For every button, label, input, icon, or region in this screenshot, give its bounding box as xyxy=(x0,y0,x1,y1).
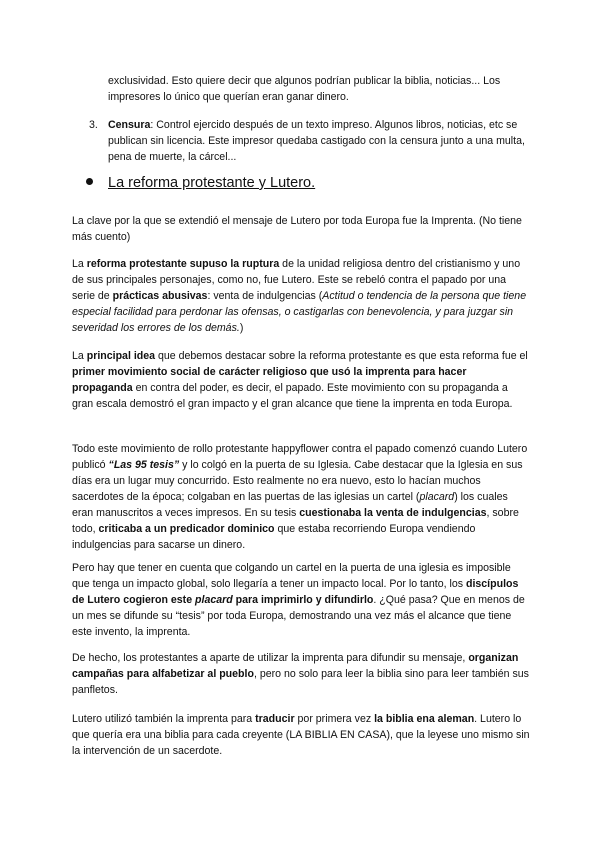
bullet-icon xyxy=(86,178,93,185)
text-run: . Lutero lo que quería era una biblia para cada creyente (LA BIBLIA EN CASA), que la leyese uno mismo sin la intervención de un sacerdote. xyxy=(72,713,530,757)
text-run: por primera vez xyxy=(294,713,375,725)
bold-italic-run: “Las 95 tesis” xyxy=(108,459,180,471)
text-run: exclusividad. Esto quiere decir que algunos podrían publicar la biblia, noticias... Los impresores lo único que querían eran ganar dinero. xyxy=(108,75,501,103)
text-run: y lo colgó en la puerta de su Iglesia. Cabe destacar que la Iglesia en sus días era un lugar muy concurrido. Esto realmente no era nuevo, esto lo hacían muchos sacerdotes de la época; colgaban en las puertas de las iglesias un cartel ( xyxy=(72,459,523,503)
paragraph-1 xyxy=(72,213,530,245)
italic-run: placard xyxy=(419,491,455,503)
text-run: , sobre todo, xyxy=(72,507,519,535)
bold-run: cuestionaba la venta de indulgencias xyxy=(299,507,487,519)
bold-run: principal idea xyxy=(86,350,156,362)
italic-run: Actitud o tendencia de la persona que tiene especial facilidad para perdonar las ofensas, o castigarlas con benevolencia, y para juzgar sin severidad los errores de los demás. xyxy=(72,290,527,334)
section-heading: La reforma protestante y Lutero. xyxy=(108,175,316,191)
text-run: de la unidad religiosa dentro del cristianismo y uno de sus principales personajes, como no, fue Lutero. Este se rebeló contra el papado por una serie de xyxy=(72,258,521,302)
list-number-3: 3. xyxy=(89,119,98,131)
bold-run: para imprimirlo y difundirlo xyxy=(232,594,374,606)
paragraph-5 xyxy=(72,560,530,640)
paragraph-3 xyxy=(72,348,530,412)
text-run: : venta de indulgencias ( xyxy=(207,290,323,302)
text-run: La xyxy=(72,350,87,362)
text-run: Pero hay que tener en cuenta que colgando un cartel en la puerta de una iglesia es imposible que tenga un impacto global, solo llegaría a tener un impacto local. Por lo tanto, los xyxy=(72,562,511,590)
bold-run: discípulos de Lutero cogieron este xyxy=(72,578,519,606)
text-run: De hecho, los protestantes a aparte de utilizar la imprenta para difundir su mensaje, xyxy=(72,652,469,664)
bold-run: traducir xyxy=(255,713,295,725)
paragraph-4 xyxy=(72,441,530,553)
bold-run: primer movimiento social de carácter religioso que usó la imprenta para hacer propaganda xyxy=(72,366,467,394)
bold-run: reforma protestante supuso la ruptura xyxy=(86,258,280,270)
text-run: que debemos destacar sobre la reforma protestante es que esta reforma fue el xyxy=(155,350,528,362)
text-run: La xyxy=(72,258,87,270)
list-item-2-continuation xyxy=(108,73,530,105)
bold-run: prácticas abusivas xyxy=(112,290,208,302)
bold-run: organizan campañas para alfabetizar al pueblo xyxy=(72,652,519,680)
paragraph-2 xyxy=(72,256,530,336)
bold-italic-run: placard xyxy=(195,594,233,606)
text-run: ) xyxy=(239,322,244,334)
bold-run: la biblia ena aleman xyxy=(374,713,475,725)
text-run: ) los cuales eran manuscritos a veces impresos. En su tesis xyxy=(72,491,508,519)
list-item-3 xyxy=(108,117,530,165)
text-run: La clave por la que se extendió el mensaje de Lutero por toda Europa fue la Imprenta. (No tiene más cuento) xyxy=(72,215,522,243)
paragraph-7 xyxy=(72,711,530,759)
term-censura: Censura xyxy=(108,119,151,131)
text-run: . ¿Qué pasa? Que en menos de un mes se difunde su “tesis” por toda Europa, demostrando una vez más el alcance que tiene este invento, la imprenta. xyxy=(72,594,525,638)
text-run: Todo este movimiento de rollo protestante happyflower contra el papado comenzó cuando Lutero publicó xyxy=(72,443,528,471)
text-run: que estaba recorriendo Europa vendiendo indulgencias para sacarse un dinero. xyxy=(72,523,476,551)
text-run: , pero no solo para leer la biblia sino para leer también sus panfletos. xyxy=(72,668,529,696)
paragraph-6 xyxy=(72,650,530,698)
text-run: : Control ejercido después de un texto impreso. Algunos libros, noticias, etc se publican sin licencia. Este impresor quedaba castigado con la censura junto a una multa, pena de muerte, la cárcel... xyxy=(108,119,525,163)
bold-run: criticaba a un predicador dominico xyxy=(98,523,275,535)
text-run: en contra del poder, es decir, el papado. Este movimiento con su propaganda a gran escala demostró el gran impacto y el gran alcance que tiene la imprenta en toda Europa. xyxy=(72,382,513,410)
text-run: Lutero utilizó también la imprenta para xyxy=(72,713,256,725)
